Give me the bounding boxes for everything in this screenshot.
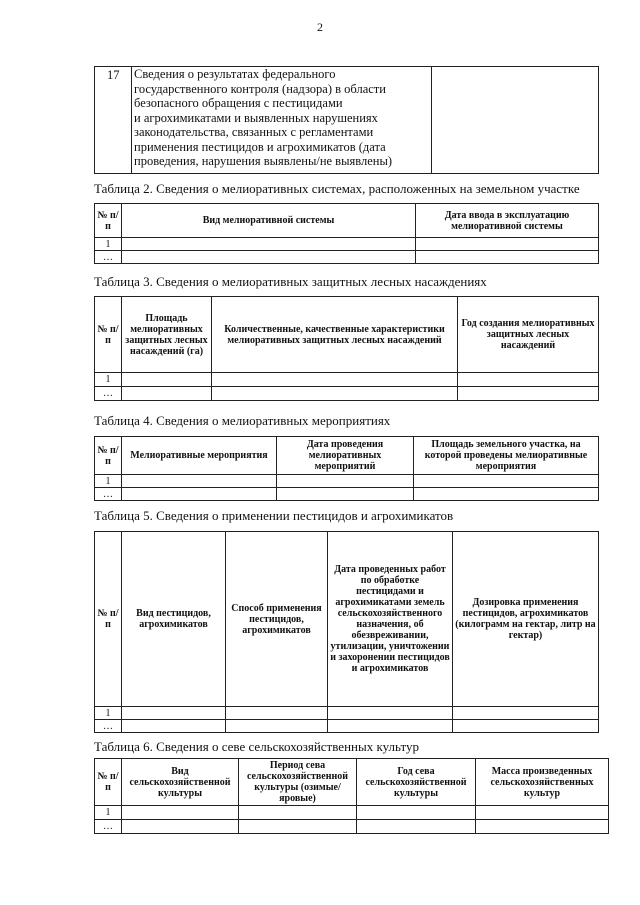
table-row <box>95 488 599 501</box>
text-line: государственного контроля (надзора) в области <box>134 81 386 96</box>
header-cell: Дата проведения мелиоративных мероприятий <box>277 437 414 475</box>
table4-caption: Таблица 4. Сведения о мелиоративных мероприятиях <box>94 413 391 428</box>
text-line: законодательства, связанных с регламентами <box>134 125 374 139</box>
header-cell: Дозировка применения пестицидов, агрохимикатов (килограмм на гектар, литр на гектар) <box>453 532 599 707</box>
empty-cell <box>432 67 599 174</box>
table5 <box>94 531 599 733</box>
text-line: проведения, нарушения выявлены/не выявлены) <box>134 154 393 168</box>
table5-caption: Таблица 5. Сведения о применении пестицидов и агрохимикатов <box>94 508 454 523</box>
table-row <box>95 238 599 251</box>
text-line: Сведения о результатах федерального <box>134 67 336 81</box>
table6 <box>94 758 609 834</box>
header-cell: Способ применения пестицидов, агрохимикатов <box>226 532 328 707</box>
header-cell: Дата проведенных работ по обработке пестицидами и агрохимикатами земель сельскохозяйственного назначения, об обезвреживании, утилизации, уничтожении и захоронении пестицидов и агрохимикатов <box>328 532 453 707</box>
header-cell: № п/п <box>95 532 122 707</box>
table4 <box>94 436 599 501</box>
table3-caption: Таблица 3. Сведения о мелиоративных защитных лесных насаждениях <box>94 274 487 289</box>
table-row <box>95 806 609 820</box>
table-row <box>95 67 599 174</box>
table2 <box>94 203 599 264</box>
row-number: 17 <box>95 67 132 174</box>
table-row <box>95 820 609 834</box>
header-cell: Год сева сельскохозяйственной культуры <box>357 759 476 806</box>
header-cell: Дата ввода в эксплуатацию мелиоративной системы <box>416 204 599 238</box>
header-cell: № п/п <box>95 437 122 475</box>
table-row <box>95 475 599 488</box>
row-number: … <box>95 820 122 834</box>
row-number: 1 <box>95 707 122 720</box>
row-number: … <box>95 387 122 401</box>
row-number: 1 <box>95 475 122 488</box>
row-number: … <box>95 251 122 264</box>
table-row <box>95 373 599 387</box>
table-row <box>95 707 599 720</box>
row-number: … <box>95 488 122 501</box>
header-cell: № п/п <box>95 759 122 806</box>
header-cell: Количественные, качественные характеристики мелиоративных защитных лесных насаждений <box>212 297 458 373</box>
header-cell: Период сева сельскохозяйственной культуры (озимые/яровые) <box>239 759 357 806</box>
table2-caption: Таблица 2. Сведения о мелиоративных системах, расположенных на земельном участке <box>94 181 580 196</box>
header-cell: Мелиоративные мероприятия <box>122 437 277 475</box>
table6-caption: Таблица 6. Сведения о севе сельскохозяйственных культур <box>94 739 419 754</box>
header-cell: Вид сельскохозяйственной культуры <box>122 759 239 806</box>
text-line: и агрохимикатами и выявленных нарушениях <box>134 110 378 125</box>
text-line: безопасного обращения с пестицидами <box>134 96 343 110</box>
header-cell: Вид пестицидов, агрохимикатов <box>122 532 226 707</box>
row-number: 1 <box>95 373 122 387</box>
header-cell: Вид мелиоративной системы <box>122 204 416 238</box>
row-description <box>132 67 432 174</box>
table-row <box>95 387 599 401</box>
row-number: 1 <box>95 806 122 820</box>
table-row <box>95 720 599 733</box>
page-number: 2 <box>317 20 323 34</box>
table-row <box>95 251 599 264</box>
header-cell: № п/п <box>95 204 122 238</box>
row-number: 1 <box>95 238 122 251</box>
header-cell: Год создания мелиоративных защитных лесных насаждений <box>458 297 599 373</box>
table1-continuation <box>94 66 599 174</box>
table3 <box>94 296 599 401</box>
header-cell: Площадь земельного участка, на которой проведены мелиоративные мероприятия <box>414 437 599 475</box>
header-cell: № п/п <box>95 297 122 373</box>
row-number: … <box>95 720 122 733</box>
text-line: применения пестицидов и агрохимикатов (дата <box>134 139 386 154</box>
header-cell: Масса произведенных сельскохозяйственных культур <box>476 759 609 806</box>
header-cell: Площадь мелиоративных защитных лесных насаждений (га) <box>122 297 212 373</box>
